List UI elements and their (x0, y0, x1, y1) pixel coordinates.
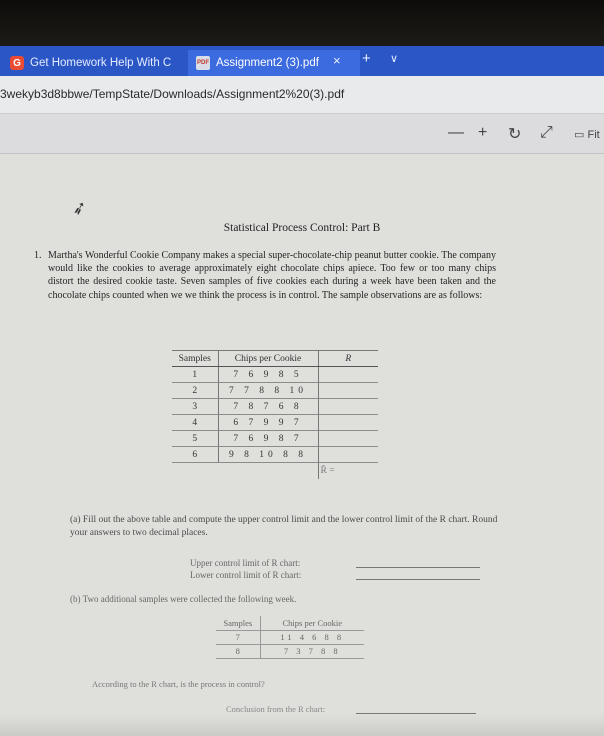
chips-cell: 9 8 10 8 8 (218, 447, 318, 463)
chips-cell: 11 4 6 8 8 (260, 630, 364, 644)
empty-cell (218, 463, 318, 479)
lcl-answer-line (356, 579, 480, 580)
sample-cell: 6 (172, 447, 218, 463)
tab-label: Assignment2 (3).pdf (216, 57, 319, 69)
new-tab-icon[interactable]: + (362, 50, 371, 67)
lcl-label: Lower control limit of R chart: (190, 570, 302, 580)
table-row (172, 415, 378, 431)
fit-label: Fit (587, 129, 600, 141)
header-chips: Chips per Cookie (260, 616, 364, 630)
header-chips: Chips per Cookie (218, 351, 318, 367)
zoom-in-icon[interactable]: + (478, 124, 488, 141)
conclusion-label: Conclusion from the R chart: (226, 704, 326, 714)
chips-cell: 6 7 9 9 7 (218, 415, 318, 431)
rbar-label: R̄ = (320, 465, 335, 476)
chips-cell: 7 7 8 8 10 (218, 383, 318, 399)
pdf-page (0, 154, 604, 736)
tab-homework-help[interactable] (10, 50, 182, 76)
empty-cell (172, 463, 218, 479)
sample-cell: 4 (172, 415, 218, 431)
table-row (172, 399, 378, 415)
chips-cell: 7 8 7 6 8 (218, 399, 318, 415)
sample-cell: 2 (172, 383, 218, 399)
question-c: According to the R chart, is the process in control? (92, 679, 265, 689)
fit-width-button[interactable] (574, 128, 600, 141)
sample-cell: 1 (172, 367, 218, 383)
close-tab-icon[interactable]: × (333, 53, 341, 68)
document-title: Statistical Process Control: Part B (223, 222, 381, 234)
page-shadow (0, 714, 604, 736)
range-cell (318, 383, 378, 399)
tab-bar (0, 46, 604, 76)
range-cell (318, 431, 378, 447)
range-cell (318, 415, 378, 431)
address-bar[interactable] (0, 76, 604, 114)
table-row (172, 367, 378, 383)
ucl-answer-line (356, 567, 480, 568)
additional-sample-table (216, 616, 364, 659)
chips-cell: 7 6 9 8 5 (218, 367, 318, 383)
table-row (172, 447, 378, 463)
rotate-icon[interactable]: ↻ (508, 126, 522, 143)
address-text[interactable]: 3wekyb3d8bbwe/TempState/Downloads/Assignment2%20(3).pdf (0, 87, 345, 101)
fit-width-icon: ▭ (574, 129, 585, 141)
sample-table (172, 350, 378, 479)
table-row (216, 644, 364, 658)
pdf-toolbar (0, 114, 604, 154)
tab-list-icon[interactable]: ∨ (390, 53, 399, 65)
mouse-cursor-icon: ➶ (69, 196, 90, 220)
header-samples: Samples (172, 351, 218, 367)
header-samples: Samples (216, 616, 260, 630)
ucl-label: Upper control limit of R chart: (190, 558, 301, 568)
table-row (172, 431, 378, 447)
tab-label: Get Homework Help With C (30, 57, 172, 69)
question-b: (b) Two additional samples were collected the following week. (70, 594, 297, 604)
chips-cell: 7 6 9 8 7 (218, 431, 318, 447)
monitor-bezel (0, 0, 604, 46)
question-number: 1. (34, 250, 42, 261)
sample-cell: 5 (172, 431, 218, 447)
table-row (216, 630, 364, 644)
header-range: R (318, 351, 378, 367)
range-cell (318, 399, 378, 415)
zoom-out-icon[interactable]: — (448, 124, 464, 141)
chips-cell: 7 3 7 8 8 (260, 644, 364, 658)
pdf-icon: PDF (196, 56, 210, 70)
table-header (216, 616, 364, 630)
table-row (172, 383, 378, 399)
range-cell (318, 447, 378, 463)
range-cell (318, 367, 378, 383)
rbar-row (172, 463, 378, 479)
sample-cell: 7 (216, 630, 260, 644)
question-a: (a) Fill out the above table and compute the upper control limit and the lower control limit of the R chart. Round your answers to two decimal places. (70, 515, 498, 538)
question-1-text: Martha's Wonderful Cookie Company makes a special super-chocolate-chip peanut butter cookie. The company would like the cookies to average approximately eight chocolate chips apiece. Too few or too many chips distort the desired cookie taste. Seven samples of five cookies each during a week have been taken and the chocolate chips counted when we we think the process is in control. The sample observations are as follows: (48, 250, 496, 301)
table-header (172, 351, 378, 367)
homework-site-icon: G (10, 56, 24, 70)
fit-page-icon[interactable]: ⤢ (540, 124, 553, 141)
question-1 (34, 249, 496, 302)
sample-cell: 8 (216, 644, 260, 658)
sample-cell: 3 (172, 399, 218, 415)
